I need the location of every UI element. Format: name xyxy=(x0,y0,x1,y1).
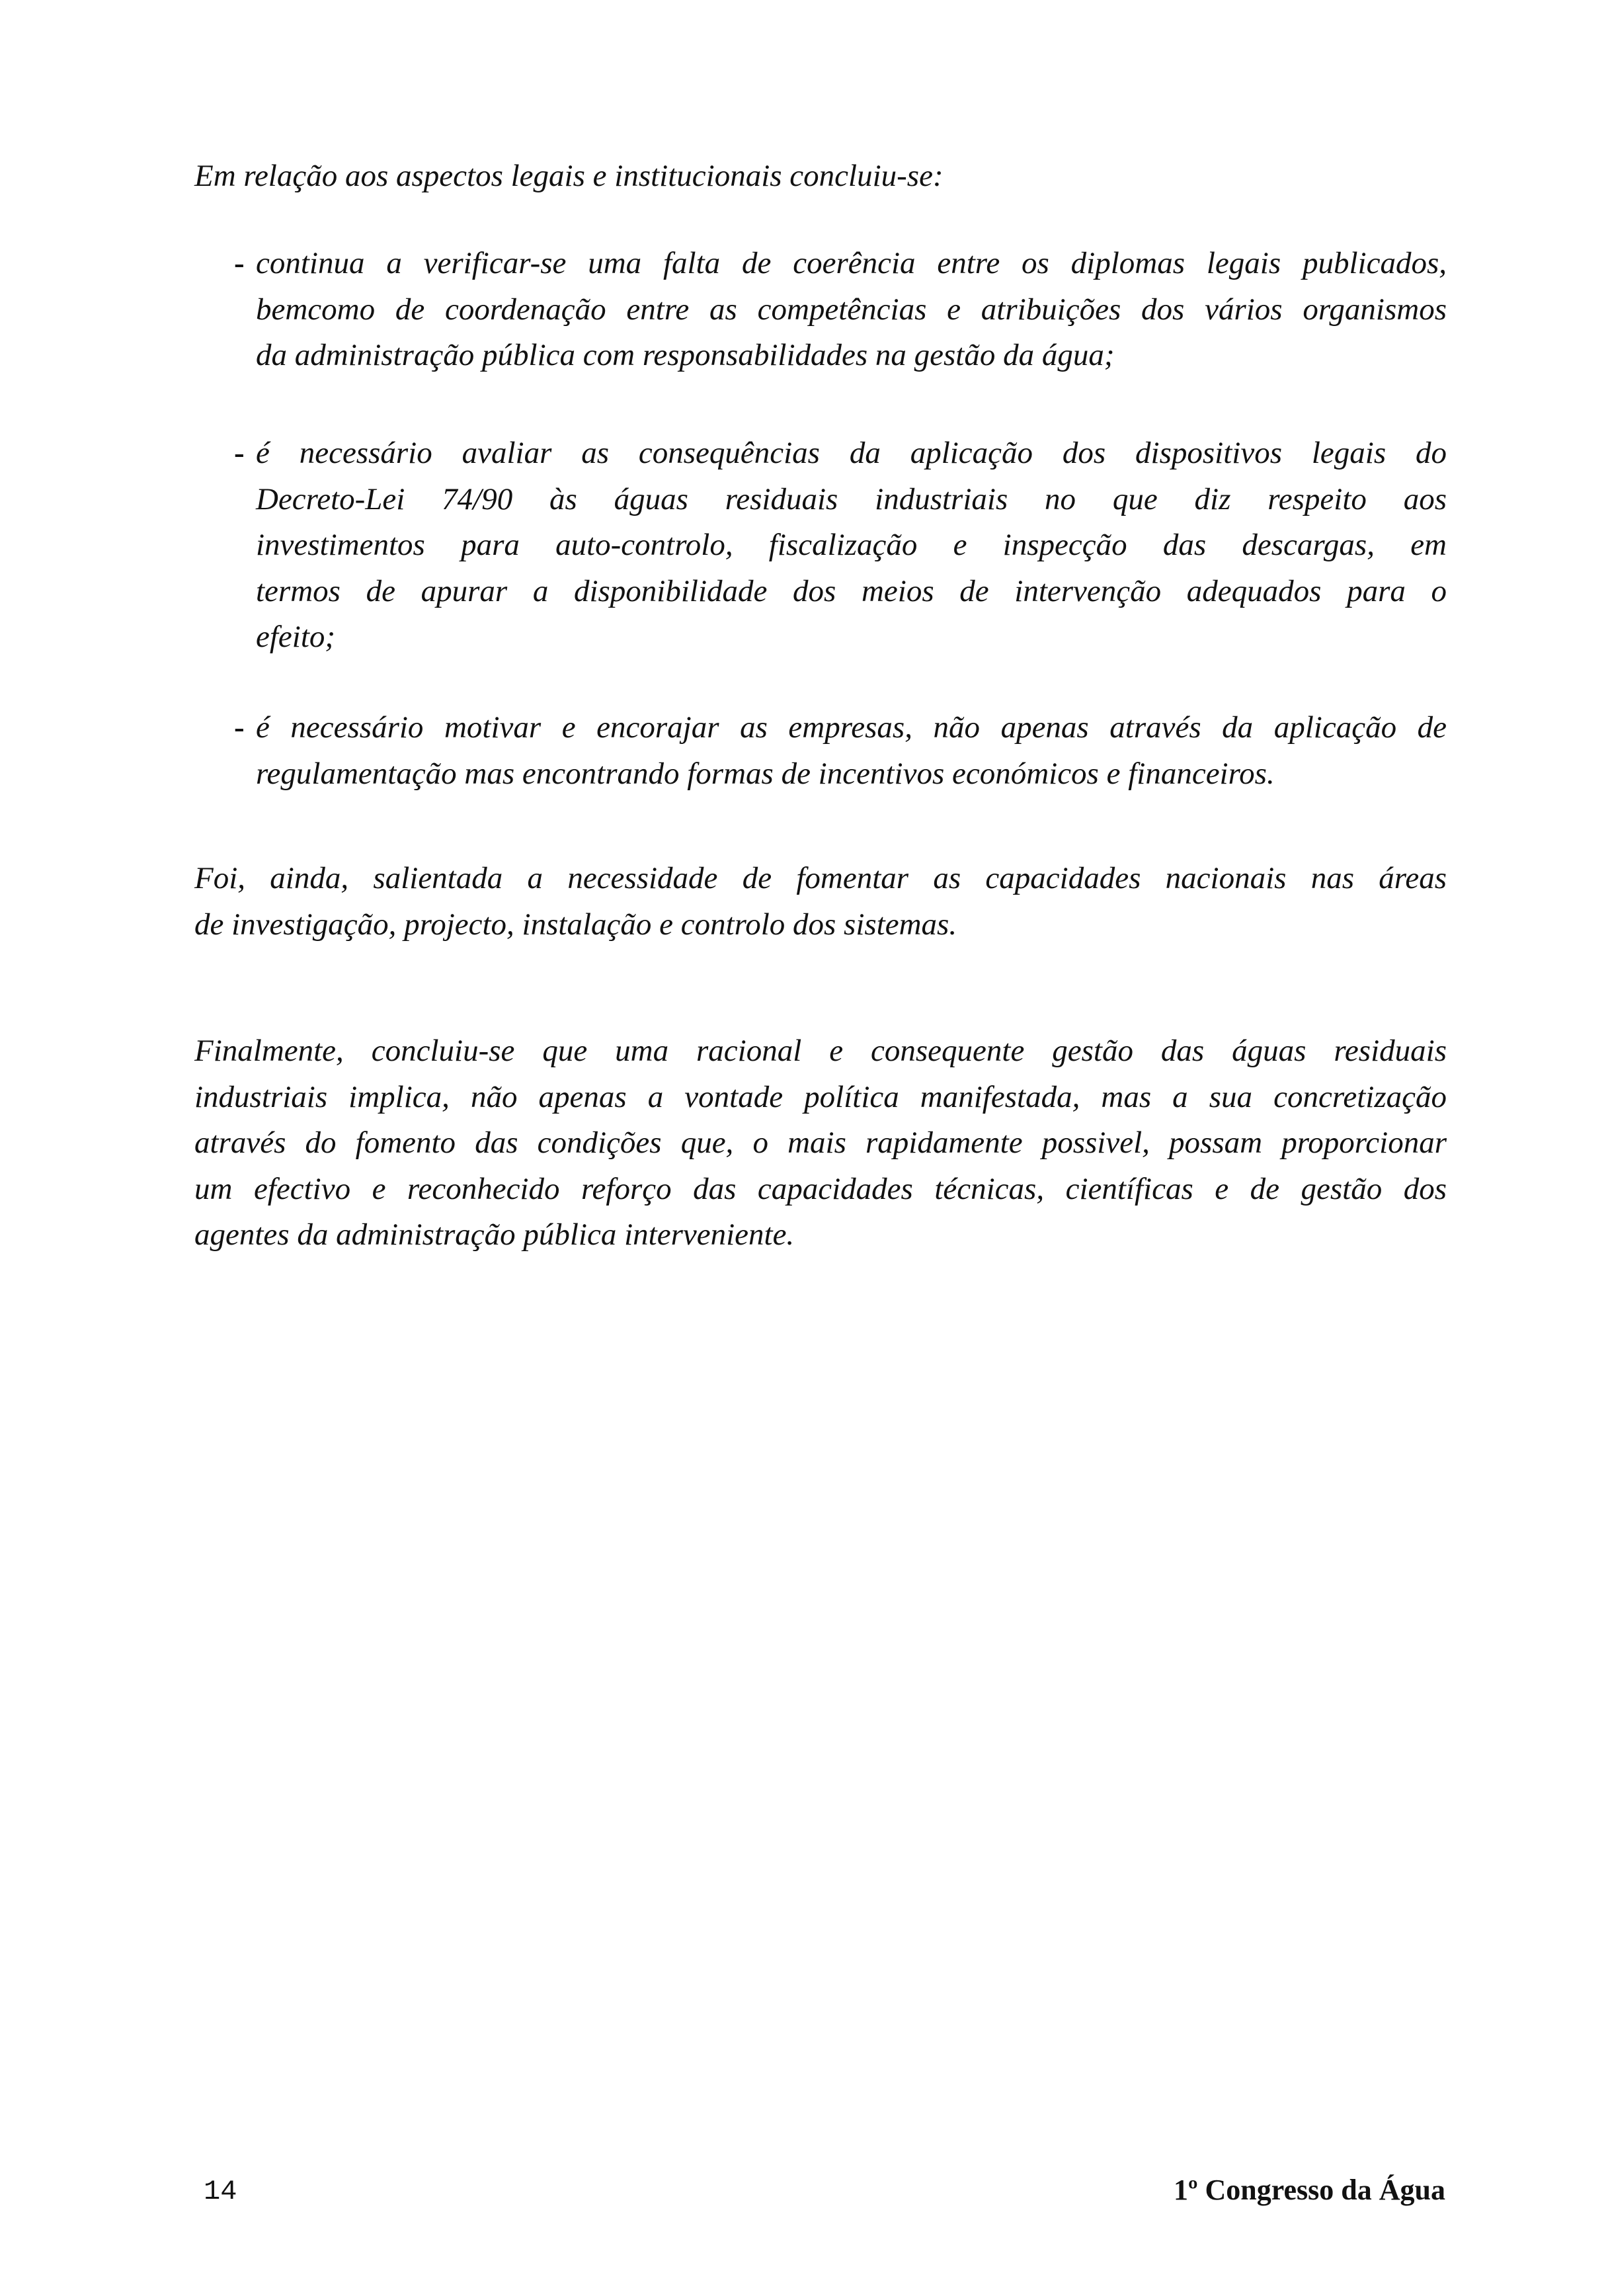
page-number: 14 xyxy=(204,2176,237,2207)
paragraph-foi-ainda xyxy=(194,856,1447,948)
paragraph-finalmente xyxy=(194,1028,1447,1258)
bullet-dash: - xyxy=(234,710,245,745)
bullet-1 xyxy=(256,241,1447,379)
bullet-dash: - xyxy=(234,436,245,470)
text-line: efeito; xyxy=(256,620,336,654)
text-line: Finalmente, concluiu-se que uma racional e consequente gestão das águas residuais xyxy=(194,1034,1447,1068)
text-line: industriais implica, não apenas a vontade política manifestada, mas a sua concretização xyxy=(194,1079,1447,1114)
bullet-3 xyxy=(256,705,1447,797)
text-line: regulamentação mas encontrando formas de incentivos económicos e financeiros. xyxy=(256,756,1275,791)
text-line: Foi, ainda, salientada a necessidade de fomentar as capacidades nacionais nas áreas xyxy=(194,861,1447,895)
text-line: de investigação, projecto, instalação e controlo dos sistemas. xyxy=(194,907,957,942)
text-line: da administração pública com responsabilidades na gestão da água; xyxy=(256,338,1115,372)
heading xyxy=(194,153,944,200)
text-line: Decreto-Lei 74/90 às águas residuais industriais no que diz respeito aos xyxy=(256,481,1447,516)
footer-title: 1º Congresso da Água xyxy=(1174,2174,1445,2206)
text-line: agentes da administração pública interveniente. xyxy=(194,1217,795,1252)
text-line: termos de apurar a disponibilidade dos meios de intervenção adequados para o xyxy=(256,573,1447,608)
text-line: é necessário motivar e encorajar as empresas, não apenas através da aplicação de xyxy=(256,710,1447,745)
heading-line: Em relação aos aspectos legais e institucionais concluiu-se: xyxy=(194,159,944,193)
text-line: é necessário avaliar as consequências da aplicação dos dispositivos legais do xyxy=(256,436,1447,470)
text-line: continua a verificar-se uma falta de coerência entre os diplomas legais publicados, xyxy=(256,246,1447,280)
text-line: através do fomento das condições que, o mais rapidamente possivel, possam proporcionar xyxy=(194,1126,1447,1160)
text-line: um efectivo e reconhecido reforço das capacidades técnicas, científicas e de gestão dos xyxy=(194,1171,1447,1206)
text-line: investimentos para auto-controlo, fiscalização e inspecção das descargas, em xyxy=(256,528,1447,562)
bullet-dash: - xyxy=(234,246,245,280)
text-line: bemcomo de coordenação entre as competências e atribuições dos vários organismos xyxy=(256,292,1447,327)
bullet-2 xyxy=(256,430,1447,661)
